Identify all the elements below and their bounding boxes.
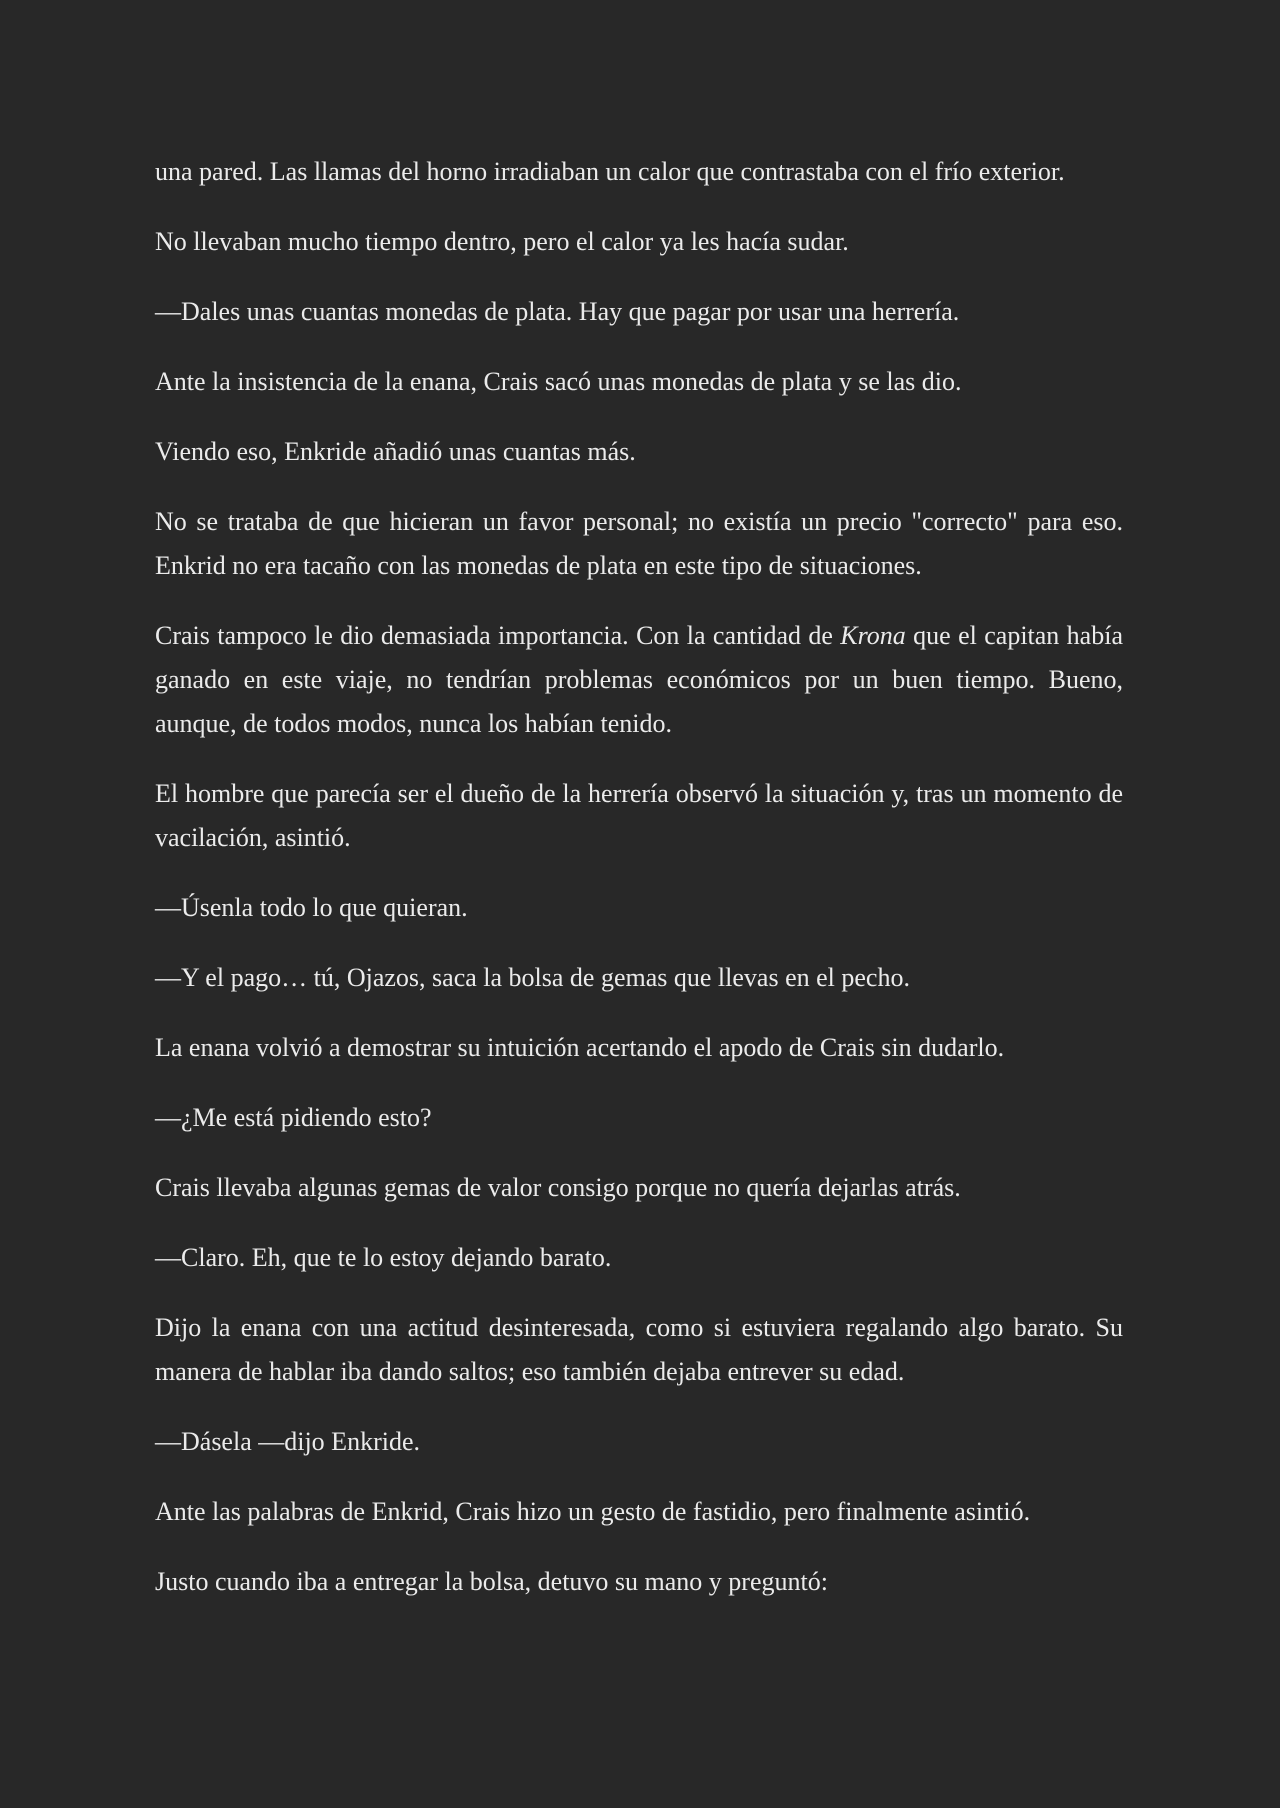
paragraph: Ante las palabras de Enkrid, Crais hizo un gesto de fastidio, pero finalmente asintió. — [155, 1497, 1031, 1526]
paragraph: —¿Me está pidiendo esto? — [155, 1103, 432, 1132]
paragraph: Viendo eso, Enkride añadió unas cuantas más. — [155, 437, 636, 466]
paragraph: —Dásela —dijo Enkride. — [155, 1427, 420, 1456]
paragraph: —Y el pago… tú, Ojazos, saca la bolsa de gemas que llevas en el pecho. — [155, 963, 910, 992]
paragraph: Dijo la enana con una actitud desinteresada, como si estuviera regalando algo barato. Su manera de hablar iba dando saltos; eso también dejaba entrever su edad. — [155, 1313, 1123, 1386]
paragraph: —Claro. Eh, que te lo estoy dejando barato. — [155, 1243, 612, 1272]
paragraph: No llevaban mucho tiempo dentro, pero el calor ya les hacía sudar. — [155, 227, 849, 256]
paragraph: No se trataba de que hicieran un favor personal; no existía un precio "correcto" para eso. Enkrid no era tacaño con las monedas de plata en este tipo de situaciones. — [155, 507, 1123, 580]
paragraph: —Dales unas cuantas monedas de plata. Hay que pagar por usar una herrería. — [155, 297, 960, 326]
paragraph: Justo cuando iba a entregar la bolsa, detuvo su mano y preguntó: — [155, 1567, 828, 1596]
paragraph: una pared. Las llamas del horno irradiaban un calor que contrastaba con el frío exterior. — [155, 157, 1065, 186]
paragraph: Crais llevaba algunas gemas de valor consigo porque no quería dejarlas atrás. — [155, 1173, 961, 1202]
paragraph: Ante la insistencia de la enana, Crais sacó unas monedas de plata y se las dio. — [155, 367, 962, 396]
paragraph — [155, 614, 1123, 746]
paragraph-text: Crais tampoco le dio demasiada importancia. Con la cantidad de — [155, 621, 841, 650]
reader-page — [155, 150, 1123, 1630]
paragraph: La enana volvió a demostrar su intuición acertando el apodo de Crais sin dudarlo. — [155, 1033, 1005, 1062]
paragraph: El hombre que parecía ser el dueño de la herrería observó la situación y, tras un momento de vacilación, asintió. — [155, 779, 1123, 852]
paragraph: —Úsenla todo lo que quieran. — [155, 893, 468, 922]
paragraph-text: que el capitan había ganado en este viaje, no tendrían problemas económicos por un buen tiempo. Bueno, aunque, de todos modos, nunca los habían tenido. — [155, 621, 1123, 738]
italic-term: Krona — [840, 621, 906, 650]
